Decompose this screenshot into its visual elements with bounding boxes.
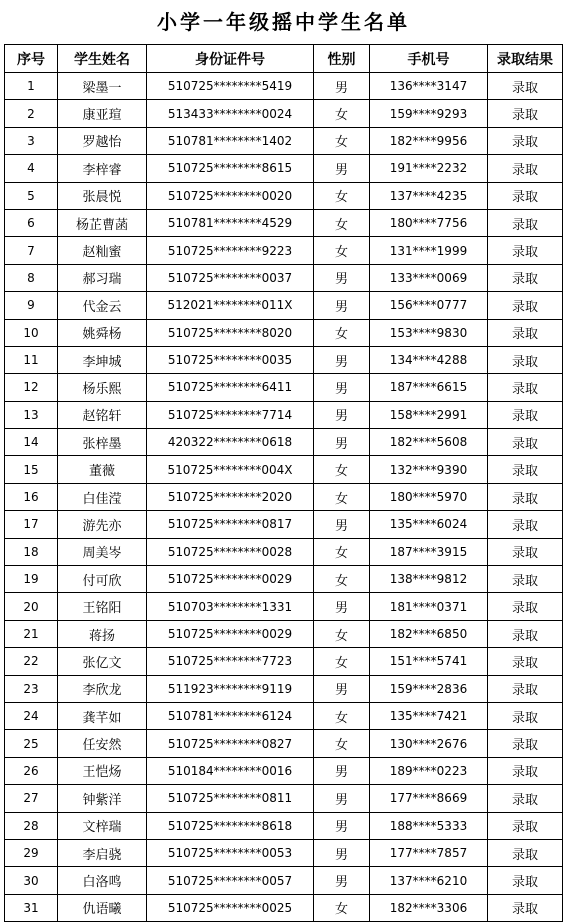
cell-gender: 男 xyxy=(314,264,370,291)
cell-gender: 女 xyxy=(314,894,370,921)
table-row xyxy=(5,785,563,812)
table-row xyxy=(5,127,563,154)
cell-no: 23 xyxy=(5,675,58,702)
document-title: 小学一年级摇中学生名单 xyxy=(157,10,410,34)
cell-id: 510725********0053 xyxy=(147,839,314,866)
cell-result: 录取 xyxy=(488,839,563,866)
cell-no: 2 xyxy=(5,100,58,127)
cell-id: 510725********0025 xyxy=(147,894,314,921)
cell-phone: 182****9956 xyxy=(370,127,488,154)
cell-name: 张亿文 xyxy=(58,648,147,675)
cell-name: 白佳滢 xyxy=(58,483,147,510)
cell-result: 录取 xyxy=(488,757,563,784)
cell-id: 510725********004X xyxy=(147,456,314,483)
cell-no: 13 xyxy=(5,401,58,428)
cell-name: 李坤城 xyxy=(58,346,147,373)
cell-id: 512021********011X xyxy=(147,292,314,319)
cell-result: 录取 xyxy=(488,483,563,510)
cell-result: 录取 xyxy=(488,538,563,565)
cell-no: 27 xyxy=(5,785,58,812)
cell-gender: 男 xyxy=(314,867,370,894)
table-row xyxy=(5,319,563,346)
cell-id: 510725********8615 xyxy=(147,155,314,182)
header-phone: 手机号 xyxy=(370,45,488,73)
table-row xyxy=(5,730,563,757)
cell-gender: 男 xyxy=(314,593,370,620)
cell-id: 510703********1331 xyxy=(147,593,314,620)
table-row xyxy=(5,757,563,784)
cell-name: 姚舜杨 xyxy=(58,319,147,346)
cell-name: 游先亦 xyxy=(58,511,147,538)
cell-name: 李梓睿 xyxy=(58,155,147,182)
cell-name: 郝习瑞 xyxy=(58,264,147,291)
cell-phone: 135****7421 xyxy=(370,702,488,729)
cell-id: 511923********9119 xyxy=(147,675,314,702)
cell-no: 18 xyxy=(5,538,58,565)
cell-result: 录取 xyxy=(488,867,563,894)
cell-id: 510725********2020 xyxy=(147,483,314,510)
cell-phone: 158****2991 xyxy=(370,401,488,428)
table-row xyxy=(5,867,563,894)
cell-phone: 180****7756 xyxy=(370,209,488,236)
table-row xyxy=(5,675,563,702)
cell-name: 仇语曦 xyxy=(58,894,147,921)
cell-gender: 女 xyxy=(314,483,370,510)
table-row xyxy=(5,511,563,538)
cell-no: 14 xyxy=(5,429,58,456)
table-row xyxy=(5,538,563,565)
cell-phone: 137****4235 xyxy=(370,182,488,209)
cell-id: 510725********7714 xyxy=(147,401,314,428)
cell-result: 录取 xyxy=(488,593,563,620)
cell-name: 王铭阳 xyxy=(58,593,147,620)
cell-name: 文梓瑞 xyxy=(58,812,147,839)
table-row xyxy=(5,894,563,921)
cell-result: 录取 xyxy=(488,702,563,729)
cell-result: 录取 xyxy=(488,894,563,921)
cell-phone: 159****9293 xyxy=(370,100,488,127)
cell-gender: 女 xyxy=(314,100,370,127)
cell-result: 录取 xyxy=(488,182,563,209)
table-row xyxy=(5,812,563,839)
cell-result: 录取 xyxy=(488,730,563,757)
cell-gender: 女 xyxy=(314,648,370,675)
cell-result: 录取 xyxy=(488,401,563,428)
cell-id: 510725********0811 xyxy=(147,785,314,812)
table-row xyxy=(5,100,563,127)
cell-phone: 134****4288 xyxy=(370,346,488,373)
cell-name: 梁墨一 xyxy=(58,73,147,100)
cell-result: 录取 xyxy=(488,675,563,702)
header-name: 学生姓名 xyxy=(58,45,147,73)
cell-name: 赵铭轩 xyxy=(58,401,147,428)
cell-result: 录取 xyxy=(488,100,563,127)
cell-gender: 男 xyxy=(314,292,370,319)
cell-no: 21 xyxy=(5,620,58,647)
table-row xyxy=(5,483,563,510)
cell-phone: 156****0777 xyxy=(370,292,488,319)
table-row xyxy=(5,292,563,319)
cell-gender: 女 xyxy=(314,730,370,757)
cell-result: 录取 xyxy=(488,429,563,456)
cell-id: 510725********0028 xyxy=(147,538,314,565)
table-row xyxy=(5,620,563,647)
table-row xyxy=(5,456,563,483)
cell-no: 4 xyxy=(5,155,58,182)
cell-name: 康亚瑄 xyxy=(58,100,147,127)
table-row xyxy=(5,648,563,675)
cell-result: 录取 xyxy=(488,237,563,264)
header-gender: 性别 xyxy=(314,45,370,73)
cell-phone: 136****3147 xyxy=(370,73,488,100)
cell-gender: 女 xyxy=(314,182,370,209)
cell-no: 22 xyxy=(5,648,58,675)
cell-gender: 男 xyxy=(314,401,370,428)
cell-result: 录取 xyxy=(488,292,563,319)
cell-id: 510725********8618 xyxy=(147,812,314,839)
cell-no: 1 xyxy=(5,73,58,100)
cell-id: 510725********0029 xyxy=(147,620,314,647)
cell-gender: 女 xyxy=(314,702,370,729)
cell-phone: 187****3915 xyxy=(370,538,488,565)
table-row xyxy=(5,702,563,729)
cell-gender: 女 xyxy=(314,538,370,565)
header-id: 身份证件号 xyxy=(147,45,314,73)
student-roster-table xyxy=(4,44,563,922)
cell-result: 录取 xyxy=(488,264,563,291)
table-row xyxy=(5,374,563,401)
cell-name: 王恺炀 xyxy=(58,757,147,784)
cell-id: 510725********0057 xyxy=(147,867,314,894)
table-row xyxy=(5,429,563,456)
cell-name: 张晨悦 xyxy=(58,182,147,209)
cell-no: 24 xyxy=(5,702,58,729)
cell-no: 19 xyxy=(5,566,58,593)
cell-gender: 男 xyxy=(314,429,370,456)
cell-id: 510725********0827 xyxy=(147,730,314,757)
cell-id: 510725********0817 xyxy=(147,511,314,538)
table-row xyxy=(5,593,563,620)
header-no: 序号 xyxy=(5,45,58,73)
cell-name: 钟紫洋 xyxy=(58,785,147,812)
cell-gender: 女 xyxy=(314,127,370,154)
cell-no: 26 xyxy=(5,757,58,784)
cell-id: 510725********7723 xyxy=(147,648,314,675)
cell-name: 赵籼蜜 xyxy=(58,237,147,264)
cell-no: 17 xyxy=(5,511,58,538)
cell-id: 510725********0035 xyxy=(147,346,314,373)
cell-gender: 男 xyxy=(314,812,370,839)
cell-result: 录取 xyxy=(488,620,563,647)
cell-gender: 女 xyxy=(314,209,370,236)
cell-gender: 女 xyxy=(314,620,370,647)
table-row xyxy=(5,155,563,182)
cell-phone: 159****2836 xyxy=(370,675,488,702)
cell-name: 代金云 xyxy=(58,292,147,319)
cell-phone: 191****2232 xyxy=(370,155,488,182)
cell-result: 录取 xyxy=(488,456,563,483)
cell-gender: 男 xyxy=(314,757,370,784)
cell-gender: 男 xyxy=(314,839,370,866)
cell-name: 周美岑 xyxy=(58,538,147,565)
cell-name: 付可欣 xyxy=(58,566,147,593)
cell-gender: 男 xyxy=(314,346,370,373)
cell-result: 录取 xyxy=(488,155,563,182)
cell-result: 录取 xyxy=(488,319,563,346)
cell-name: 罗越怡 xyxy=(58,127,147,154)
cell-name: 白洛鸣 xyxy=(58,867,147,894)
cell-gender: 女 xyxy=(314,319,370,346)
cell-id: 420322********0618 xyxy=(147,429,314,456)
cell-name: 任安然 xyxy=(58,730,147,757)
cell-no: 7 xyxy=(5,237,58,264)
cell-name: 杨芷曹菡 xyxy=(58,209,147,236)
cell-name: 蒋扬 xyxy=(58,620,147,647)
cell-name: 张梓墨 xyxy=(58,429,147,456)
table-row xyxy=(5,209,563,236)
cell-phone: 177****8669 xyxy=(370,785,488,812)
cell-result: 录取 xyxy=(488,812,563,839)
cell-no: 3 xyxy=(5,127,58,154)
cell-result: 录取 xyxy=(488,566,563,593)
cell-phone: 151****5741 xyxy=(370,648,488,675)
cell-no: 11 xyxy=(5,346,58,373)
cell-gender: 女 xyxy=(314,237,370,264)
cell-no: 16 xyxy=(5,483,58,510)
cell-gender: 男 xyxy=(314,785,370,812)
cell-id: 510725********0037 xyxy=(147,264,314,291)
table-row xyxy=(5,73,563,100)
cell-no: 5 xyxy=(5,182,58,209)
cell-id: 510725********0020 xyxy=(147,182,314,209)
cell-no: 8 xyxy=(5,264,58,291)
cell-phone: 182****6850 xyxy=(370,620,488,647)
cell-result: 录取 xyxy=(488,648,563,675)
cell-gender: 男 xyxy=(314,675,370,702)
cell-name: 李启骁 xyxy=(58,839,147,866)
table-row xyxy=(5,237,563,264)
cell-no: 29 xyxy=(5,839,58,866)
cell-phone: 138****9812 xyxy=(370,566,488,593)
cell-phone: 137****6210 xyxy=(370,867,488,894)
cell-id: 510725********6411 xyxy=(147,374,314,401)
table-header xyxy=(5,45,563,73)
cell-gender: 男 xyxy=(314,511,370,538)
cell-id: 510781********4529 xyxy=(147,209,314,236)
cell-gender: 男 xyxy=(314,73,370,100)
cell-no: 12 xyxy=(5,374,58,401)
cell-no: 28 xyxy=(5,812,58,839)
cell-no: 15 xyxy=(5,456,58,483)
cell-no: 30 xyxy=(5,867,58,894)
cell-phone: 182****3306 xyxy=(370,894,488,921)
cell-phone: 187****6615 xyxy=(370,374,488,401)
cell-phone: 182****5608 xyxy=(370,429,488,456)
cell-no: 25 xyxy=(5,730,58,757)
cell-name: 龚芊如 xyxy=(58,702,147,729)
cell-name: 董薇 xyxy=(58,456,147,483)
table-row xyxy=(5,346,563,373)
cell-phone: 189****0223 xyxy=(370,757,488,784)
cell-phone: 153****9830 xyxy=(370,319,488,346)
cell-no: 31 xyxy=(5,894,58,921)
cell-id: 510725********0029 xyxy=(147,566,314,593)
cell-id: 510781********1402 xyxy=(147,127,314,154)
cell-phone: 188****5333 xyxy=(370,812,488,839)
table-row xyxy=(5,839,563,866)
cell-phone: 131****1999 xyxy=(370,237,488,264)
cell-result: 录取 xyxy=(488,127,563,154)
cell-name: 李欣龙 xyxy=(58,675,147,702)
table-row xyxy=(5,264,563,291)
cell-id: 510725********8020 xyxy=(147,319,314,346)
cell-gender: 男 xyxy=(314,155,370,182)
table-body xyxy=(5,73,563,922)
cell-result: 录取 xyxy=(488,511,563,538)
cell-result: 录取 xyxy=(488,73,563,100)
cell-no: 20 xyxy=(5,593,58,620)
cell-result: 录取 xyxy=(488,209,563,236)
cell-id: 510184********0016 xyxy=(147,757,314,784)
cell-name: 杨乐熙 xyxy=(58,374,147,401)
cell-phone: 135****6024 xyxy=(370,511,488,538)
cell-id: 513433********0024 xyxy=(147,100,314,127)
cell-no: 6 xyxy=(5,209,58,236)
header-row xyxy=(5,45,563,73)
cell-phone: 132****9390 xyxy=(370,456,488,483)
cell-no: 10 xyxy=(5,319,58,346)
cell-result: 录取 xyxy=(488,374,563,401)
table-row xyxy=(5,566,563,593)
cell-result: 录取 xyxy=(488,346,563,373)
header-result: 录取结果 xyxy=(488,45,563,73)
cell-phone: 180****5970 xyxy=(370,483,488,510)
cell-phone: 181****0371 xyxy=(370,593,488,620)
table-row xyxy=(5,401,563,428)
cell-gender: 男 xyxy=(314,374,370,401)
cell-gender: 女 xyxy=(314,566,370,593)
cell-phone: 177****7857 xyxy=(370,839,488,866)
cell-gender: 女 xyxy=(314,456,370,483)
cell-phone: 130****2676 xyxy=(370,730,488,757)
cell-no: 9 xyxy=(5,292,58,319)
cell-id: 510781********6124 xyxy=(147,702,314,729)
cell-result: 录取 xyxy=(488,785,563,812)
cell-id: 510725********9223 xyxy=(147,237,314,264)
cell-phone: 133****0069 xyxy=(370,264,488,291)
cell-id: 510725********5419 xyxy=(147,73,314,100)
table-row xyxy=(5,182,563,209)
